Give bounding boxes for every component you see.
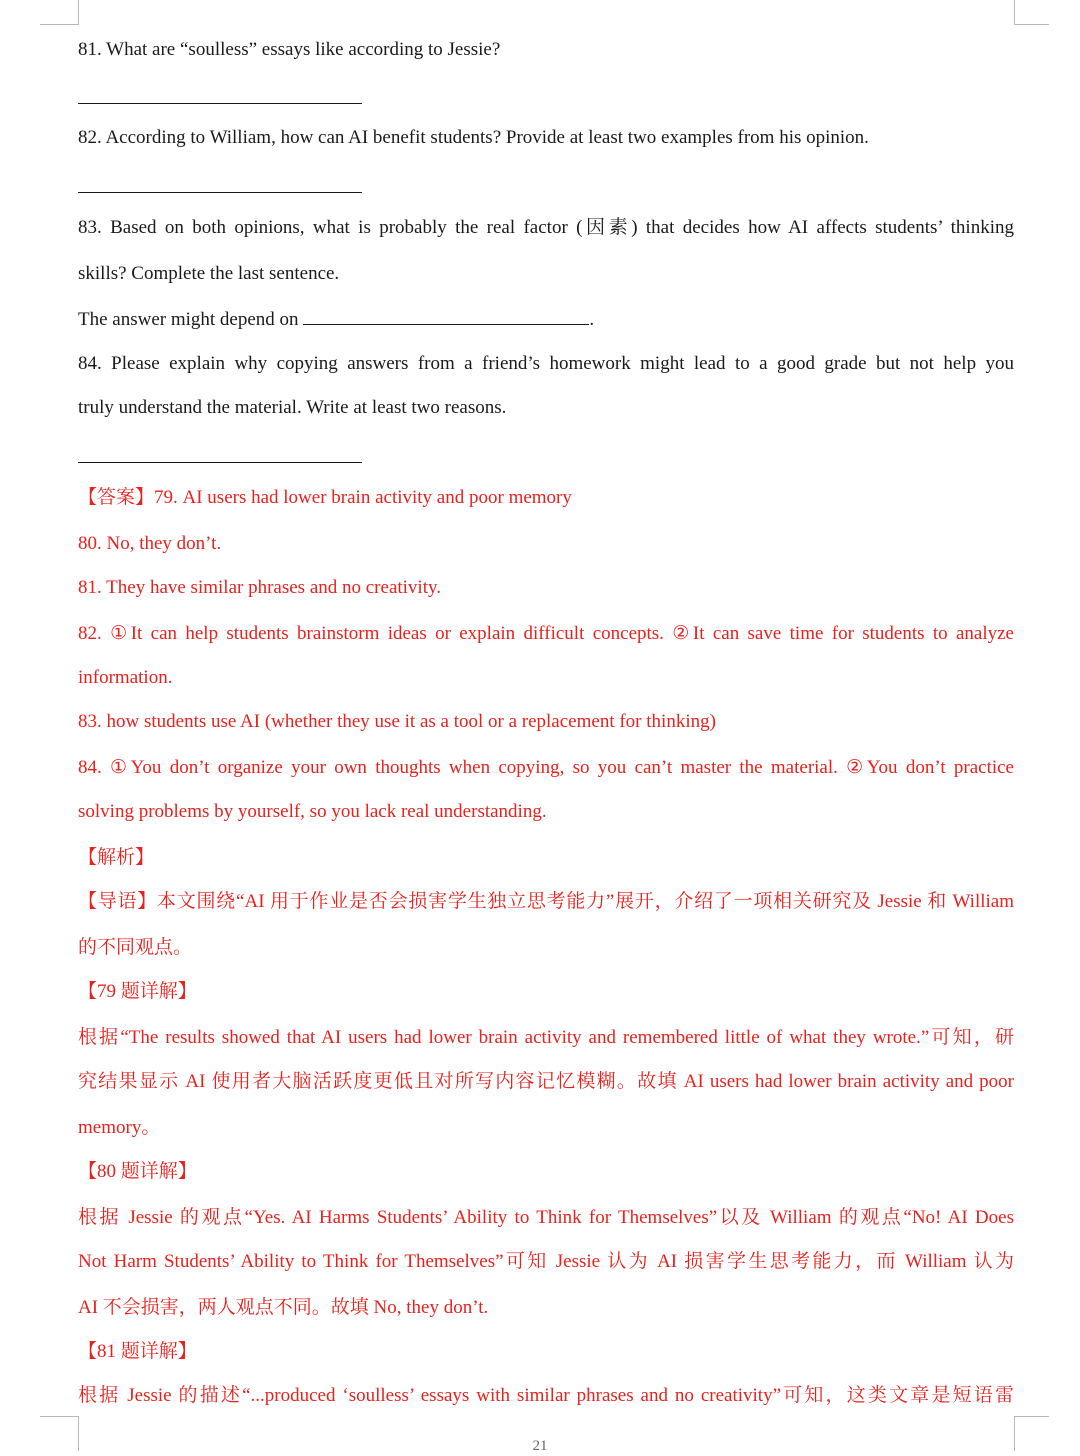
corner-mark-top-left [40, 0, 79, 25]
analysis-intro-line-1: 【导语】本文围绕“AI 用于作业是否会损害学生独立思考能力”展开，介绍了一项相关研究及 Jessie 和 William [78, 891, 1014, 912]
detail-79-line-2: 究结果显示 AI 使用者大脑活跃度更低且对所写内容记忆模糊。故填 AI users had lower brain activity and poor [78, 1071, 1014, 1092]
detail-79-heading: 【79 题详解】 [78, 981, 197, 1002]
detail-79-line-3: memory。 [78, 1117, 161, 1138]
analysis-heading: 【解析】 [78, 847, 155, 868]
detail-80-line-1: 根据 Jessie 的观点“Yes. AI Harms Students’ Ability to Think for Themselves”以及 William 的观点“No! AI Does [78, 1207, 1014, 1228]
question-83-prompt-text: The answer might depend on [78, 309, 304, 330]
question-83-period: . [589, 309, 595, 330]
answer-blank-84[interactable] [78, 462, 362, 463]
question-84-line-2: truly understand the material. Write at least two reasons. [78, 397, 507, 418]
page-number: 21 [532, 1438, 548, 1454]
question-82: 82. According to William, how can AI benefit students? Provide at least two examples from his opinion. [78, 127, 869, 148]
answer-blank-83[interactable] [303, 306, 589, 325]
question-81: 81. What are “soulless” essays like according to Jessie? [78, 39, 501, 60]
analysis-intro-line-2: 的不同观点。 [78, 937, 193, 958]
answer-79: 【答案】79. AI users had lower brain activity and poor memory [78, 487, 572, 508]
answer-81: 81. They have similar phrases and no creativity. [78, 577, 442, 598]
detail-80-heading: 【80 题详解】 [78, 1161, 197, 1182]
question-83-prompt [78, 306, 1014, 332]
detail-79-line-1: 根据“The results showed that AI users had lower brain activity and remembered little of what they wrote.”可知，研 [78, 1027, 1014, 1048]
answer-82-line-2: information. [78, 667, 173, 688]
detail-80-line-3: AI 不会损害，两人观点不同。故填 No, they don’t. [78, 1297, 489, 1318]
question-83-line-2: skills? Complete the last sentence. [78, 263, 340, 284]
detail-81-heading: 【81 题详解】 [78, 1341, 197, 1362]
answer-blank-81[interactable] [78, 103, 362, 104]
answer-84-line-1: 84. ①You don’t organize your own thoughts when copying, so you can’t master the material. ②You don’t practice [78, 757, 1014, 778]
detail-80-line-2: Not Harm Students’ Ability to Think for Themselves”可知 Jessie 认为 AI 损害学生思考能力，而 William 认为 [78, 1251, 1014, 1272]
corner-mark-top-right [1014, 0, 1049, 25]
detail-81-line-1: 根据 Jessie 的描述“...produced ‘soulless’ essays with similar phrases and no creativity”可知，这类文章是短语雷 [78, 1385, 1014, 1406]
answer-83: 83. how students use AI (whether they use it as a tool or a replacement for thinking) [78, 711, 716, 732]
answer-blank-82[interactable] [78, 192, 362, 193]
question-83-line-1: 83. Based on both opinions, what is probably the real factor (因素) that decides how AI affects students’ thinking [78, 217, 1014, 238]
answer-80: 80. No, they don’t. [78, 533, 222, 554]
answer-82-line-1: 82. ①It can help students brainstorm ideas or explain difficult concepts. ②It can save time for students to analyze [78, 623, 1014, 644]
answer-84-line-2: solving problems by yourself, so you lack real understanding. [78, 801, 547, 822]
question-84-line-1: 84. Please explain why copying answers from a friend’s homework might lead to a good grade but not help you [78, 353, 1014, 374]
